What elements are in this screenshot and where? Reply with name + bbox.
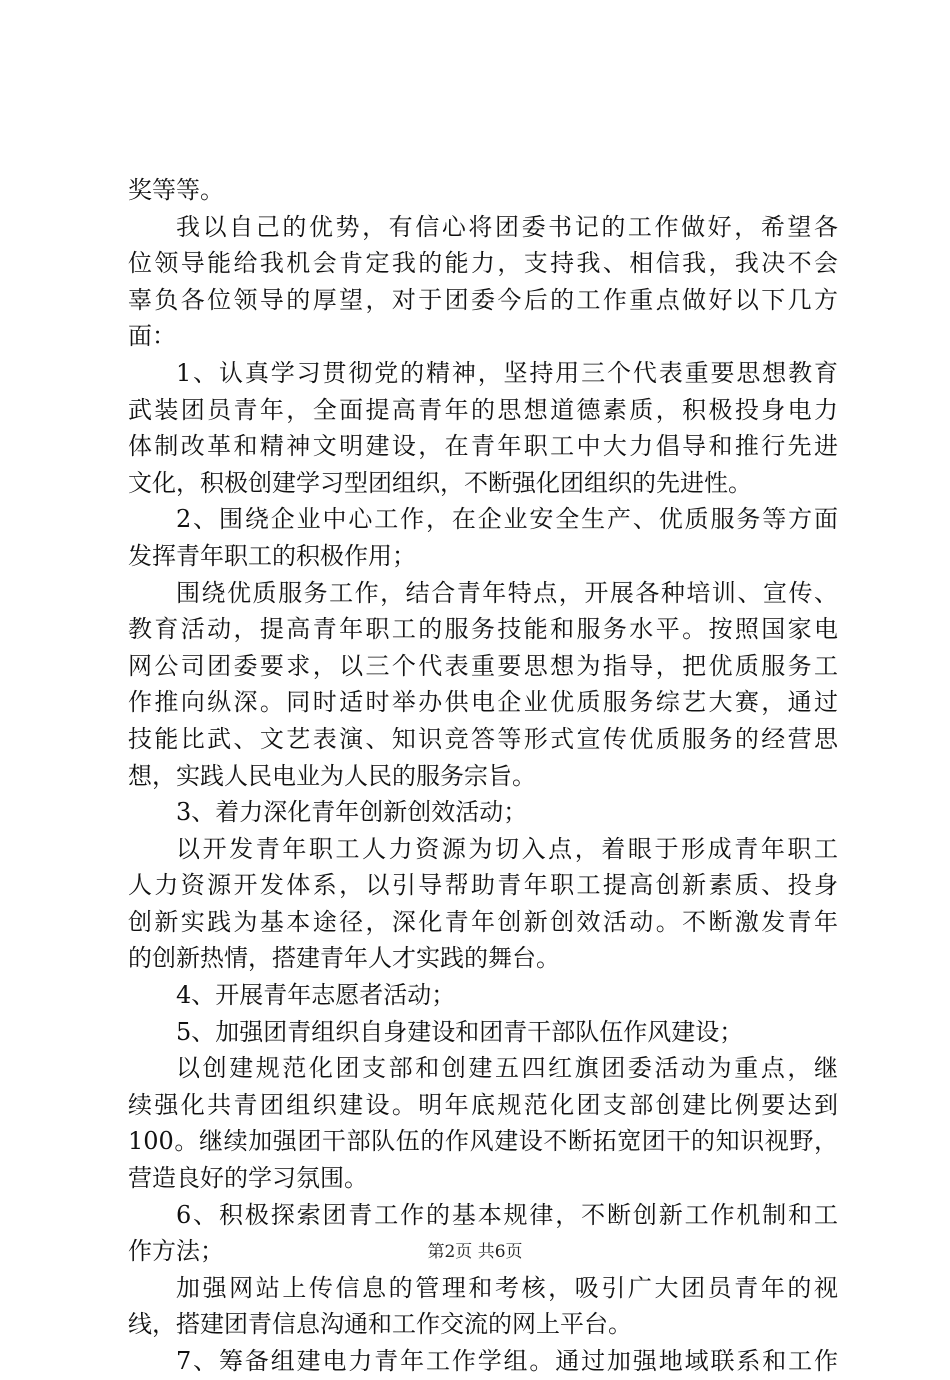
list-item-7: 7、筹备组建电力青年工作学组。通过加强地域联系和工作 — [176, 1347, 838, 1375]
paragraph-first-line: 以开发青年职工人力资源为切入点，着眼于形成青年职工 — [176, 834, 838, 863]
text-line: 辜负各位领导的厚望，对于团委今后的工作重点做好以下几方 — [128, 285, 838, 314]
page-number-footer: 第2页 共6页 — [427, 1242, 523, 1262]
text-line: 体制改革和精神文明建设，在青年职工中大力倡导和推行先进 — [128, 432, 838, 461]
text-line: 作推向纵深。同时适时举办供电企业优质服务综艺大赛，通过 — [128, 688, 838, 717]
paragraph-first-line: 加强网站上传信息的管理和考核，吸引广大团员青年的视 — [176, 1273, 838, 1302]
text-line: 武装团员青年，全面提高青年的思想道德素质，积极投身电力 — [128, 395, 838, 424]
text-line: 线，搭建团青信息沟通和工作交流的网上平台。 — [128, 1310, 632, 1339]
list-item-5: 5、加强团青组织自身建设和团青干部队伍作风建设； — [176, 1017, 744, 1046]
text-line: 人力资源开发体系，以引导帮助青年职工提高创新素质、投身 — [128, 871, 838, 900]
list-item-4: 4、开展青年志愿者活动； — [176, 981, 456, 1010]
text-line: 文化，积极创建学习型团组织，不断强化团组织的先进性。 — [128, 468, 752, 497]
text-line: 的创新热情，搭建青年人才实践的舞台。 — [128, 944, 560, 973]
document-body — [128, 172, 838, 1380]
paragraph-first-line: 以创建规范化团支部和创建五四红旗团委活动为重点，继 — [176, 1054, 838, 1083]
text-line: 面： — [128, 322, 176, 351]
text-line: 创新实践为基本途径，深化青年创新创效活动。不断激发青年 — [128, 907, 838, 936]
text-line: 发挥青年职工的积极作用； — [128, 541, 416, 570]
list-item-2: 2、围绕企业中心工作，在企业安全生产、优质服务等方面 — [176, 505, 838, 534]
paragraph-first-line: 我以自己的优势，有信心将团委书记的工作做好，希望各 — [176, 212, 838, 241]
text-line: 想，实践人民电业为人民的服务宗旨。 — [128, 761, 536, 790]
text-line: 位领导能给我机会肯定我的能力，支持我、相信我，我决不会 — [128, 249, 838, 278]
text-line: 技能比武、文艺表演、知识竞答等形式宣传优质服务的经营思 — [128, 724, 838, 753]
list-item-1: 1、认真学习贯彻党的精神，坚持用三个代表重要思想教育 — [176, 358, 838, 387]
text-line: 网公司团委要求，以三个代表重要思想为指导，把优质服务工 — [128, 651, 838, 680]
list-item-6: 6、积极探索团青工作的基本规律，不断创新工作机制和工 — [176, 1200, 838, 1229]
text-line: 作方法； — [128, 1237, 224, 1266]
text-line: 续强化共青团组织建设。明年底规范化团支部创建比例要达到 — [128, 1090, 838, 1119]
text-line: 100。继续加强团干部队伍的作风建设不断拓宽团干的知识视野， — [128, 1127, 838, 1156]
paragraph-first-line: 围绕优质服务工作，结合青年特点，开展各种培训、宣传、 — [176, 578, 838, 607]
text-line: 营造良好的学习氛围。 — [128, 1164, 368, 1193]
list-item-3: 3、着力深化青年创新创效活动； — [176, 798, 528, 827]
text-line: 教育活动，提高青年职工的服务技能和服务水平。按照国家电 — [128, 615, 838, 644]
text-line: 奖等等。 — [128, 176, 224, 204]
